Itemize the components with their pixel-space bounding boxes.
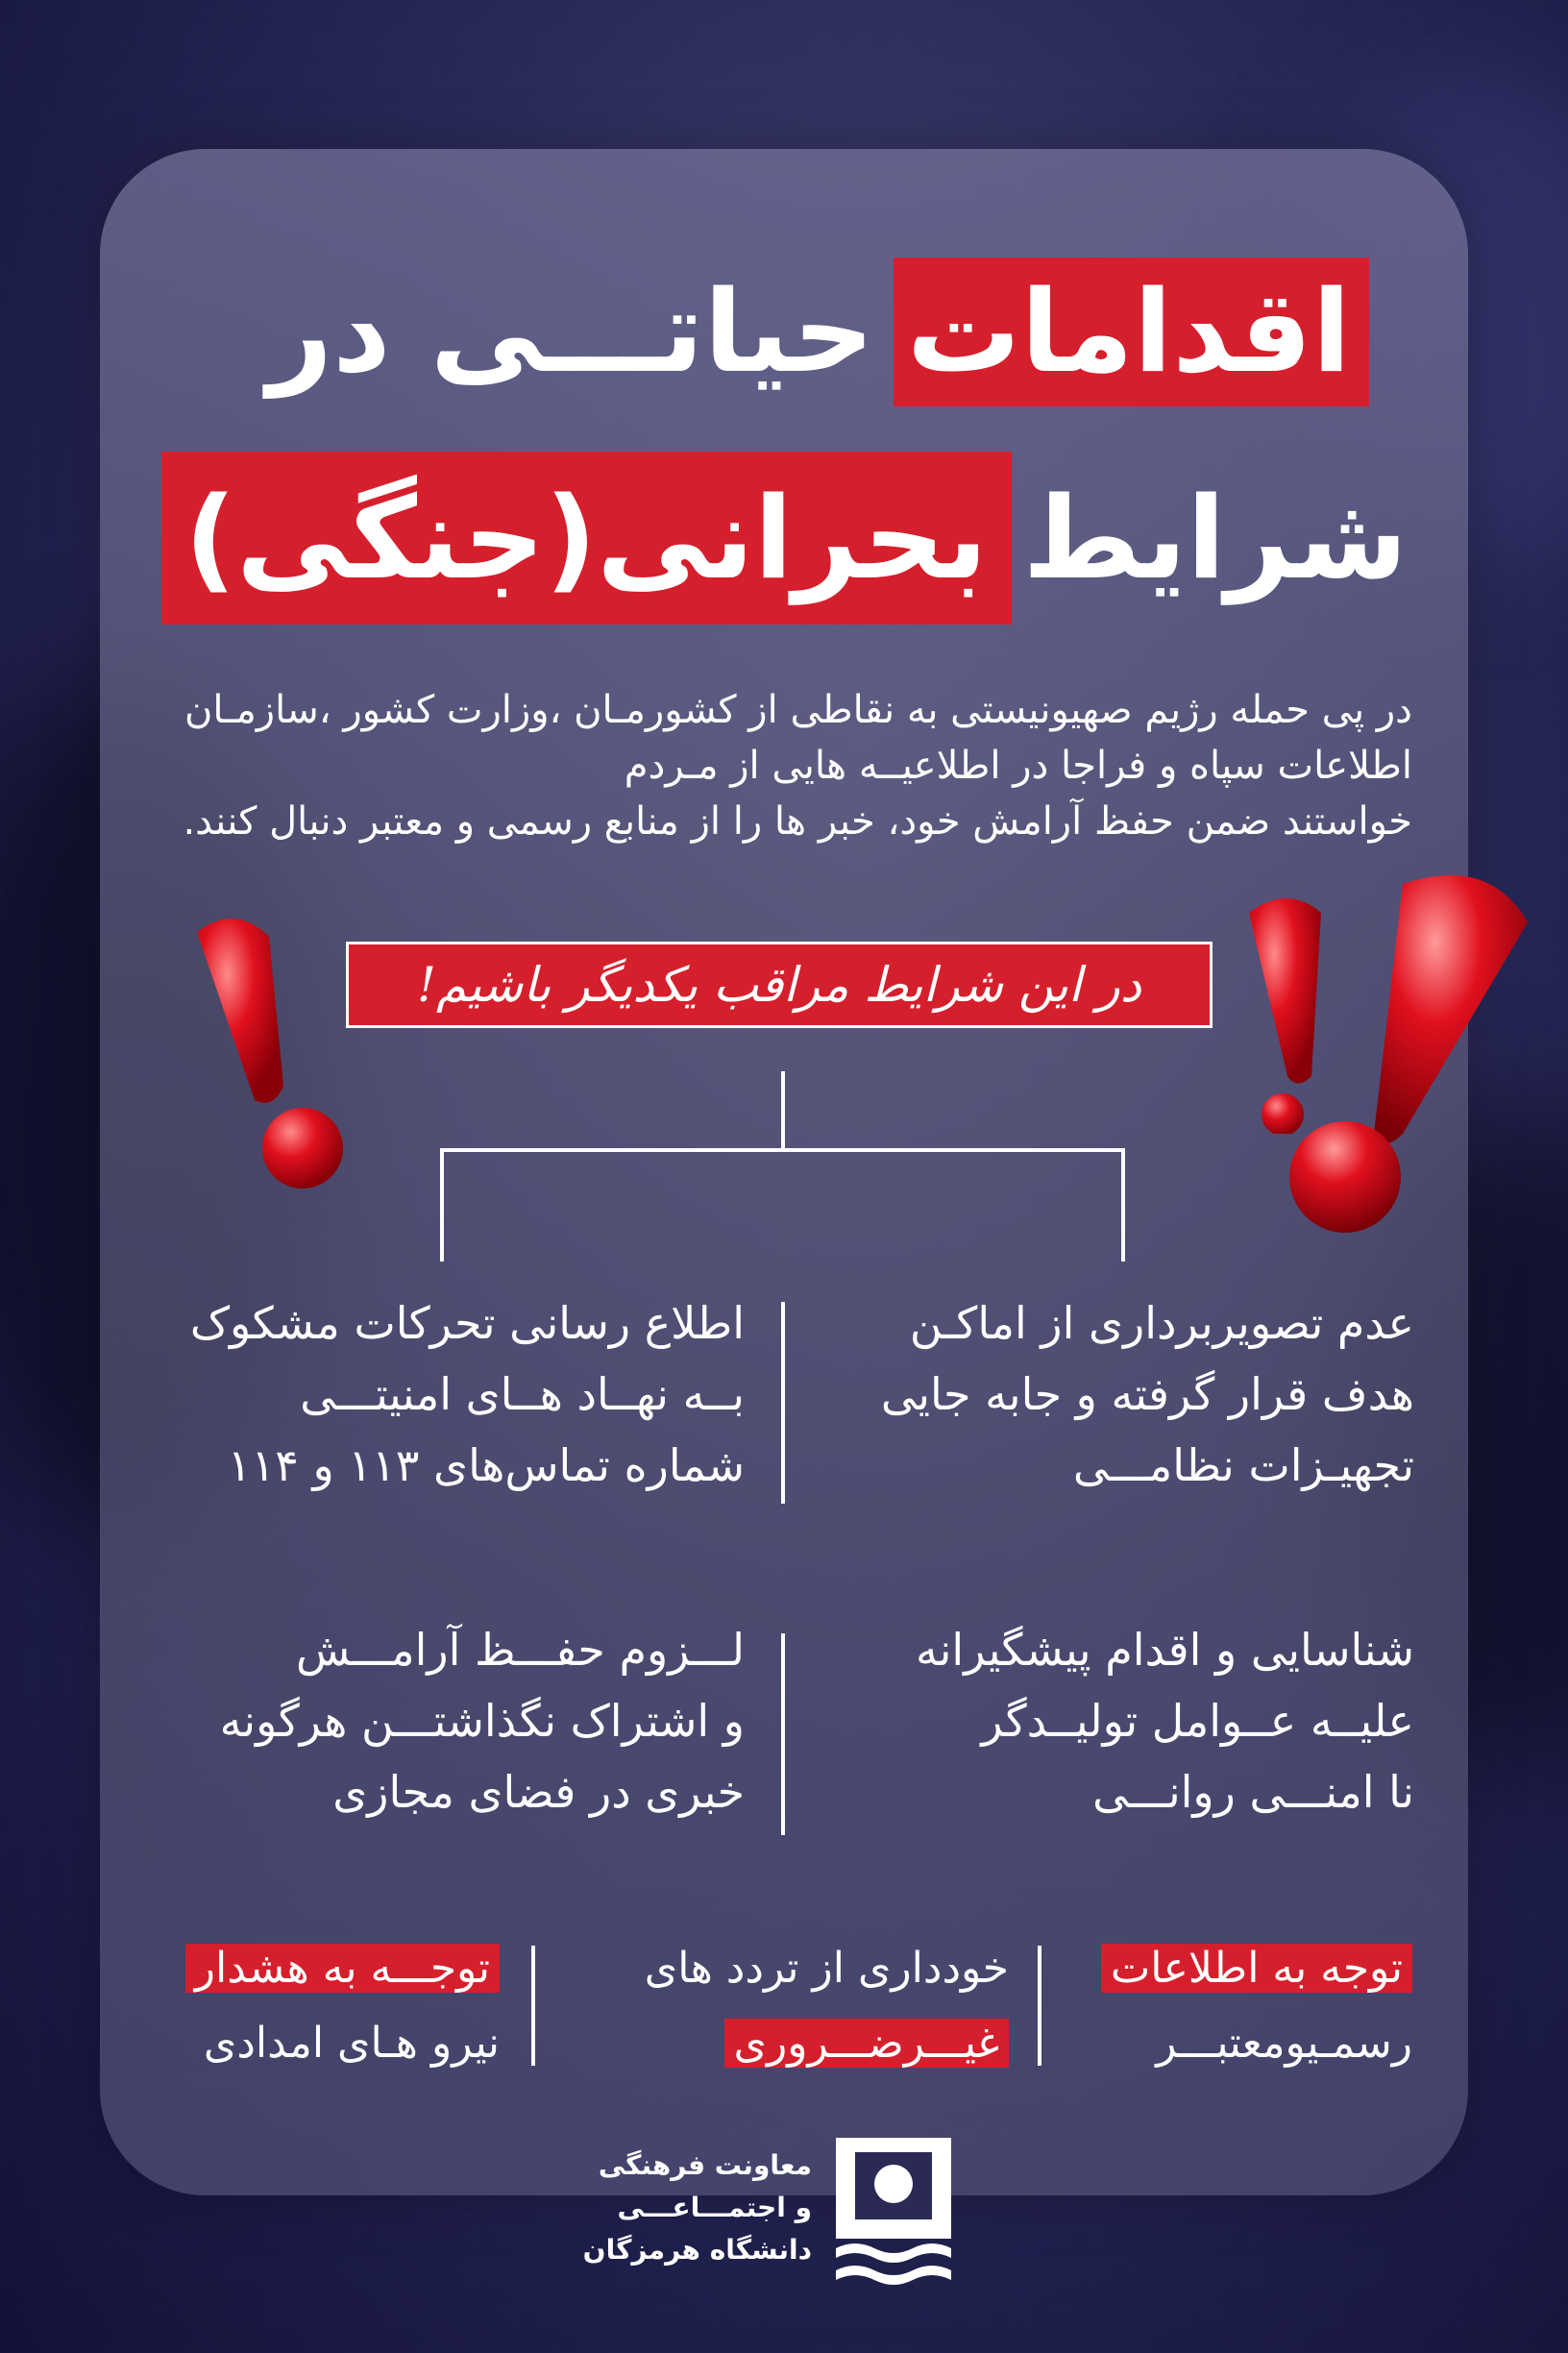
item-line: خبری در فضای مجازی <box>332 1766 745 1818</box>
intro-line: خواستند ضمن حفظ آرامش خود، خبر ها را از منابع رسمی و معتبر دنبال کنند. <box>183 799 1412 844</box>
logo-text <box>538 2145 812 2271</box>
exclamation-icon <box>1268 846 1547 1249</box>
item-line: شناسایی و اقدام پیشگیرانه <box>915 1624 1414 1676</box>
item-block <box>826 1287 1414 1501</box>
intro-line: اطلاعات سپاه و فراجا در اطلاعیــه هایی از مـردم <box>624 744 1412 788</box>
item-block <box>826 1614 1414 1827</box>
connector-line <box>1121 1148 1125 1262</box>
tip-line: خودداری از تردد های <box>644 1944 1009 1993</box>
divider-line <box>1038 1946 1041 2066</box>
divider-line <box>781 1302 785 1504</box>
tip-block <box>135 1931 500 2081</box>
intro-paragraph <box>144 682 1412 849</box>
item-line: علیــه عــوامل تولیــدگر <box>981 1695 1414 1747</box>
item-line: نا امنـــی روانـــی <box>1092 1766 1414 1818</box>
intro-line: در پی حمله رژیم صهیونیستی به نقاطی از کشورمـان ،وزارت کشور ،سازمـان <box>184 688 1412 732</box>
connector-line <box>781 1071 785 1150</box>
ribbon-banner <box>346 942 1213 1028</box>
item-block <box>144 1614 745 1827</box>
item-block <box>144 1287 745 1501</box>
item-line: تجهیـزات نظامـــی <box>1072 1439 1414 1491</box>
tip-block <box>1057 1931 1412 2081</box>
tip-highlight: توجـــه به هشدار <box>185 1944 500 1993</box>
divider-line <box>531 1946 535 2066</box>
item-line: هدف قرار گرفته و جابه جایی <box>880 1368 1414 1420</box>
logo-line: معاونت فرهنگی <box>598 2149 812 2181</box>
page-title-highlight: بحرانی(جنگی) <box>184 472 988 604</box>
connector-line <box>440 1148 444 1262</box>
university-logo <box>831 2138 956 2292</box>
tip-highlight: غیـــرضـــروری <box>724 2019 1009 2068</box>
page-title-highlight: اقدامات <box>906 265 1352 398</box>
item-line: اطلاع رسانی تحرکات مشکوک <box>189 1297 745 1349</box>
tip-highlight: توجه به اطلاعات <box>1101 1944 1412 1993</box>
exclamation-icon <box>178 903 370 1220</box>
item-line: بــه نهــاد هــای امنیتـــی <box>300 1368 745 1420</box>
item-line: لـــزوم حفـــظ آرامـــش <box>295 1624 745 1676</box>
divider-line <box>781 1633 785 1835</box>
connector-line <box>440 1148 1125 1152</box>
tip-block <box>557 1931 1009 2081</box>
logo-line: دانشگاه هرمزگان <box>582 2234 812 2266</box>
page-title: شرایط <box>1022 472 1408 604</box>
page-title: حیاتـــی در <box>267 265 874 398</box>
item-line: و اشتراک نگذاشتـــن هرگونه <box>219 1695 745 1747</box>
item-line: شماره تماس‌های ۱۱۳ و ۱۱۴ <box>227 1439 745 1491</box>
tip-line: نیرو هـای امدادی <box>203 2019 500 2068</box>
ribbon-text: در این شرایط مراقب یکدیگر باشیم! <box>416 957 1142 1013</box>
logo-line: و اجتمـــاعـــی <box>617 2192 812 2223</box>
item-line: عدم تصویربرداری از اماکـن <box>909 1297 1414 1349</box>
tip-line: رسمـیومعتبـــر <box>1156 2019 1412 2068</box>
